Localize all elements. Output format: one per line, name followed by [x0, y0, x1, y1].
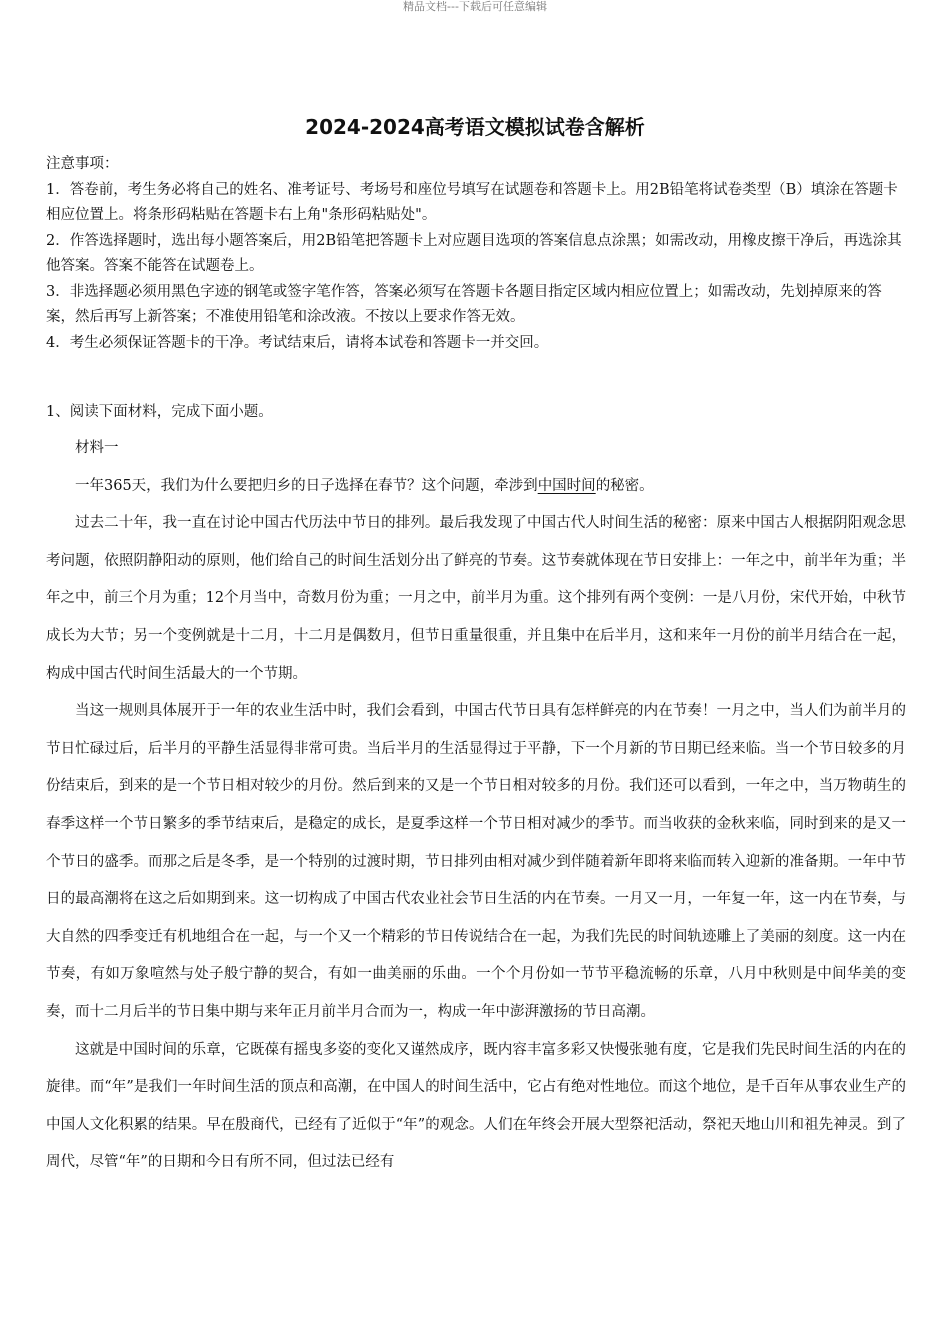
material-label: 材料一 — [75, 440, 119, 456]
notes-item-2: 2．作答选择题时，选出每小题答案后，用2B铅笔把答题卡上对应题目选项的答案信息点涂黑；如需改动，用橡皮擦干净后，再选涂其他答案。答案不能答在试题卷上。 — [46, 232, 902, 274]
header-watermark: 精品文档---下载后可任意编辑 — [403, 0, 547, 13]
document-title: 2024-2024高考语文模拟试卷含解析 — [305, 115, 645, 139]
material-intro — [46, 468, 906, 506]
notes-heading: 注意事项： — [46, 156, 119, 172]
notes-item-1: 1．答卷前，考生务必将自己的姓名、准考证号、考场号和座位号填写在试题卷和答题卡上。用2B铅笔将试卷类型（B）填涂在答题卡相应位置上。将条形码粘贴在答题卡右上角"条形码粘贴处"。 — [46, 181, 898, 223]
material-paragraph-2: 当这一规则具体展开于一年的农业生活中时，我们会看到，中国古代节日具有怎样鲜亮的内在节奏！一月之中，当人们为前半月的节日忙碌过后，后半月的平静生活显得非常可贵。当后半月的生活显得过于平静，下一个月新的节日期已经来临。当一个节日较多的月份结束后，到来的是一个节日相对较少的月份。然后到来的又是一个节日相对较多的月份。我们还可以看到，一年之中，当万物萌生的春季这样一个节日繁多的季节结束后，是稳定的成长，是夏季这样一个节日相对减少的季节。而当收获的金秋来临，同时到来的是又一个节日的盛季。而那之后是冬季，是一个特别的过渡时期，节日排列由相对减少到伴随着新年即将来临而转入迎新的准备期。一年中节日的最高潮将在这之后如期到来。这一切构成了中国古代农业社会节日生活的内在节奏。一月又一月，一年复一年，这一内在节奏，与大自然的四季变迁有机地组合在一起，与一个又一个精彩的节日传说结合在一起，为我们先民的时间轨迹雕上了美丽的刻度。这一内在节奏，有如万象喧然与处子般宁静的契合，有如一曲美丽的乐曲。一个个月份如一节节平稳流畅的乐章，八月中秋则是中间华美的变奏，而十二月后半的节日集中期与来年正月前半月合而为一，构成一年中澎湃激扬的节日高潮。 — [46, 703, 906, 1020]
intro-text-before: 一年365天，我们为什么要把归乡的日子选择在春节？这个问题，牵涉到 — [75, 477, 538, 494]
question-header: 1、阅读下面材料，完成下面小题。 — [46, 404, 273, 420]
material-paragraph-3: 这就是中国时间的乐章，它既葆有摇曳多姿的变化又谨然成序，既内容丰富多彩又快慢张驰有度，它是我们先民时间生活的内在的旋律。而“年”是我们一年时间生活的顶点和高潮，在中国人的时间生活中，它占有绝对性地位。而这个地位，是千百年从事农业生产的中国人文化积累的结果。早在殷商代，已经有了近似于“年”的观念。人们在年终会开展大型祭祀活动，祭祀天地山川和祖先神灵。到了周代，尽管“年”的日期和今日有所不同，但过法已经有 — [46, 1041, 906, 1171]
notes-item-4: 4．考生必须保证答题卡的干净。考试结束后，请将本试卷和答题卡一并交回。 — [46, 334, 549, 351]
material-paragraph-1: 过去二十年，我一直在讨论中国古代历法中节日的排列。最后我发现了中国古代人时间生活的秘密：原来中国古人根据阴阳观念思考问题，依照阴静阳动的原则，他们给自己的时间生活划分出了鲜亮的节奏。这节奏就体现在节日安排上：一年之中，前半年为重；半年之中，前三个月为重；12个月当中，奇数月份为重；一月之中，前半月为重。这个排列有两个变例：一是八月份，宋代开始，中秋节成长为大节；另一个变例就是十二月，十二月是偶数月，但节日重量很重，并且集中在后半月，这和来年一月份的前半月结合在一起，构成中国古代时间生活最大的一个节期。 — [46, 515, 906, 682]
intro-text-after: 的秘密。 — [595, 477, 654, 494]
intro-underlined-term: 中国时间 — [537, 477, 596, 494]
exam-notes — [46, 152, 910, 356]
reading-material — [46, 430, 906, 1182]
notes-item-3: 3．非选择题必须用黑色字迹的钢笔或签字笔作答，答案必须写在答题卡各题目指定区域内相应位置上；如需改动，先划掉原来的答案，然后再写上新答案；不准使用铅笔和涂改液。不按以上要求作答无效。 — [46, 283, 882, 325]
